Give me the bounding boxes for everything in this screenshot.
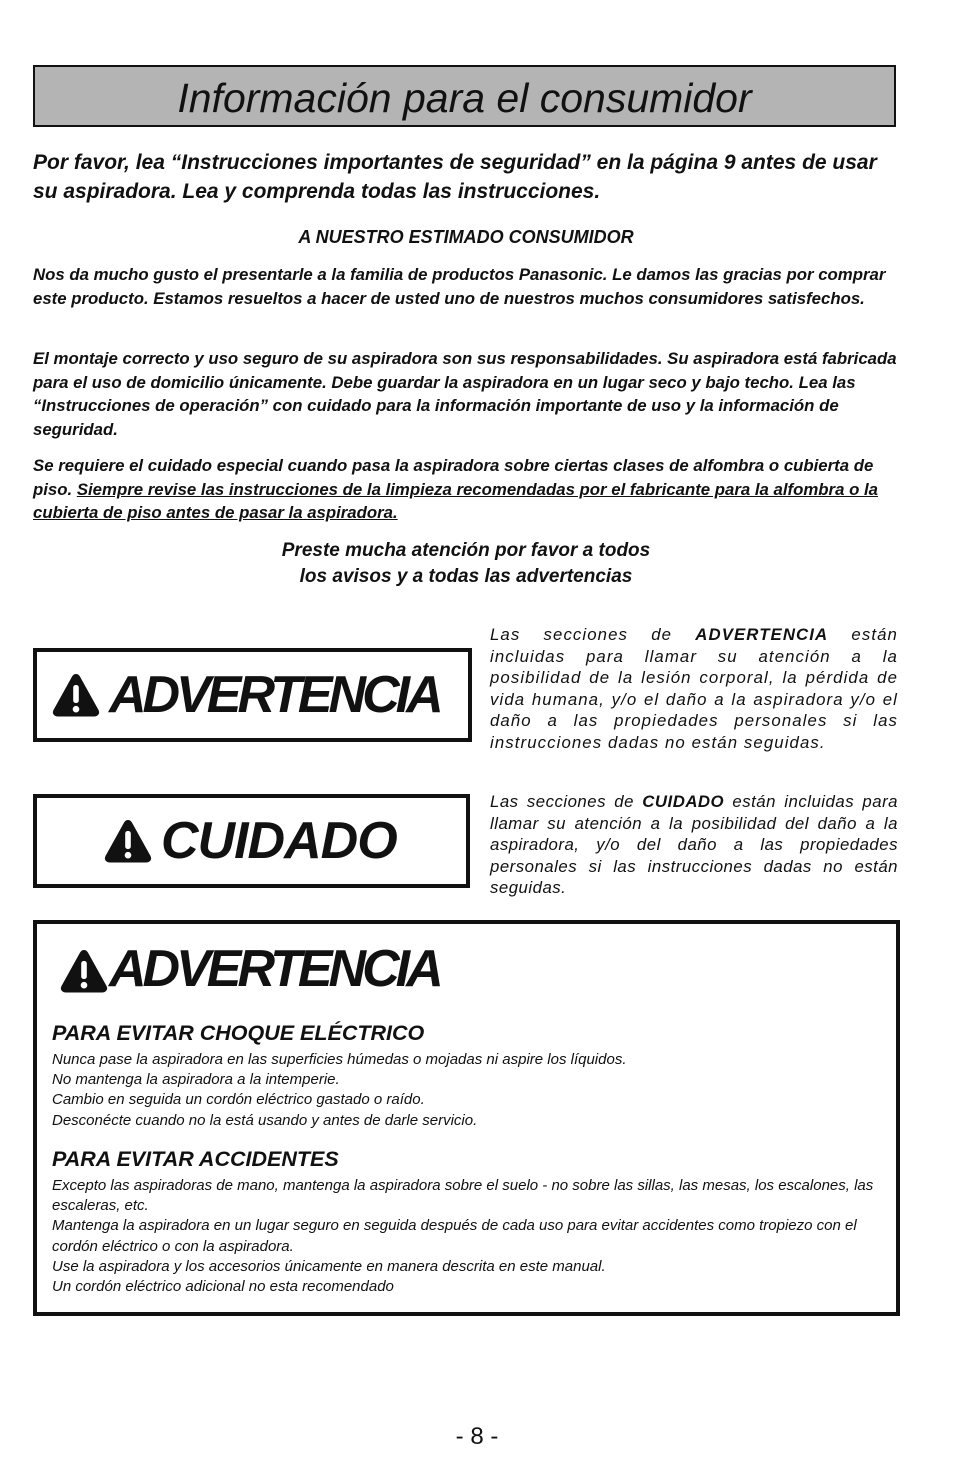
warning-desc-keyword: ADVERTENCIA xyxy=(695,625,829,644)
warning-desc-prefix: Las secciones de xyxy=(490,625,696,644)
page-title: Información para el consumidor xyxy=(177,75,752,121)
caution-description xyxy=(490,791,898,899)
attention-line-2: los avisos y a todas las advertencias xyxy=(299,566,633,587)
warning-description xyxy=(490,624,898,754)
attention-line-1: Preste mucha atención por favor a todos xyxy=(281,540,651,561)
paragraph-2: El montaje correcto y uso seguro de su aspiradora son sus responsabilidades. Su aspiradora está fabricada para el uso de domicilio únicamente. Debe guardar la aspiradora en un lugar seco y bajo techo. Lea las “Instrucciones de operación” con cuidado para la información importante de uso y la información de seguridad. xyxy=(33,349,897,439)
list-item: Mantenga la aspiradora en un lugar seguro en seguida después de cada uso para evitar accidentes como tropiezo con el cordón eléctrico o con la aspiradora. xyxy=(52,1217,857,1255)
paragraph-1: Nos da mucho gusto el presentarle a la familia de productos Panasonic. Le damos las gracias por comprar este producto. Estamos resueltos a hacer de usted uno de nuestros muchos consumidores satisfechos. xyxy=(33,265,886,308)
caution-desc-keyword: CUIDADO xyxy=(642,792,725,811)
attention-note xyxy=(33,538,899,590)
warning-triangle-icon xyxy=(103,818,153,864)
title-banner xyxy=(33,65,896,127)
intro-text: Por favor, lea “Instrucciones importantes de seguridad” en la página 9 antes de usar su aspiradora. Lea y comprenda todas las instrucciones. xyxy=(33,151,877,203)
list-item: Cambio en seguida un cordón eléctrico gastado o raído. xyxy=(52,1091,425,1109)
warning-triangle-icon xyxy=(59,948,109,994)
warning-triangle-icon xyxy=(51,672,101,718)
caution-desc-prefix: Las secciones de xyxy=(490,792,643,811)
section-electric-shock-lines xyxy=(52,1050,882,1131)
list-item: Excepto las aspiradoras de mano, mantenga la aspiradora sobre el suelo - no sobre las sillas, las mesas, los escalones, las escaleras, etc. xyxy=(52,1177,874,1215)
list-item: Un cordón eléctrico adicional no esta recomendado xyxy=(52,1278,394,1296)
dear-consumer-heading: A NUESTRO ESTIMADO CONSUMIDOR xyxy=(298,227,634,247)
caution-sign xyxy=(33,794,470,888)
section-electric-shock-heading: PARA EVITAR CHOQUE ELÉCTRICO xyxy=(52,1021,425,1045)
section-accidents-lines xyxy=(52,1176,882,1297)
warning-sign-label: ADVERTENCIA xyxy=(109,666,440,724)
page-number: - 8 - xyxy=(455,1423,499,1450)
warning-box xyxy=(33,920,900,1316)
paragraph-3 xyxy=(33,454,899,525)
list-item: Nunca pase la aspiradora en las superficies húmedas o mojadas ni aspire los líquidos. xyxy=(52,1051,627,1068)
list-item: Desconécte cuando no la está usando y antes de darle servicio. xyxy=(52,1111,478,1129)
list-item: Use la aspiradora y los accesorios únicamente en manera descrita en este manual. xyxy=(52,1257,606,1275)
warning-sign xyxy=(33,648,472,742)
caution-sign-label: CUIDADO xyxy=(161,812,397,870)
warning-box-label: ADVERTENCIA xyxy=(109,940,440,998)
list-item: No mantenga la aspiradora a la intemperie. xyxy=(52,1071,340,1089)
section-accidents-heading: PARA EVITAR ACCIDENTES xyxy=(52,1147,339,1171)
warning-desc-rest: están incluidas para llamar su atención a la posibilidad de la lesión corporal, la pérdida de vida humana, y/o el daño a la aspiradora y/o el daño a las propiedades personales si las instrucciones dadas no están seguidas. xyxy=(490,625,898,752)
paragraph-3-text: Se requiere el cuidado especial cuando pasa la aspiradora sobre ciertas clases de alfombra o cubierta de piso. xyxy=(33,456,874,499)
caution-desc-rest: están incluidas para llamar su atención a la posibilidad del daño a la aspiradora, y/o del daño a las propiedades personales si las instrucciones dadas no están seguidas. xyxy=(490,792,898,898)
paragraph-3-underlined: Siempre revise las instrucciones de la limpieza recomendadas por el fabricante para la alfombra o la cubierta de piso antes de pasar la aspiradora. xyxy=(33,479,878,522)
